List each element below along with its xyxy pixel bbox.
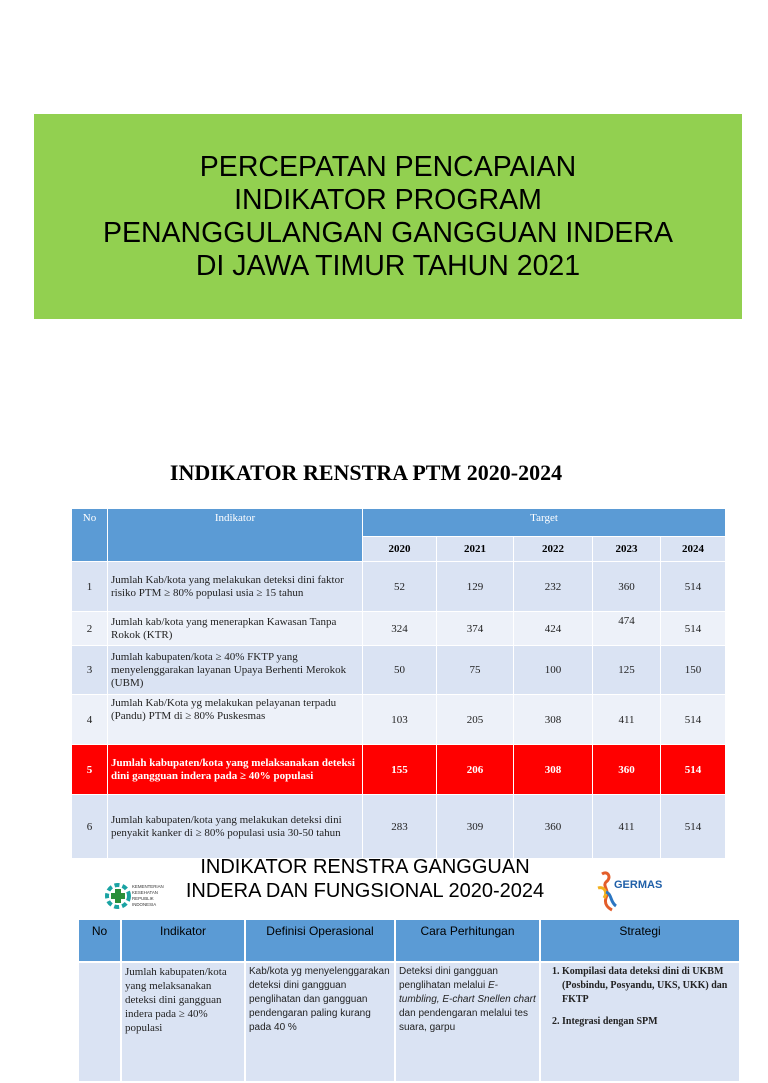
renstra-ptm-title: INDIKATOR RENSTRA PTM 2020-2024 — [169, 460, 563, 485]
germas-logo-text: GERMAS — [614, 879, 663, 891]
table-row — [78, 962, 740, 1082]
header-indikator: Indikator — [108, 509, 363, 562]
kemenkes-logo-text: KESEHATAN — [132, 890, 158, 895]
row-no: 4 — [72, 695, 108, 745]
row-value: 205 — [437, 695, 514, 745]
row-indikator: Jumlah Kab/Kota yg melakukan pelayanan terpadu (Pandu) PTM di ≥ 80% Puskesmas — [108, 695, 363, 745]
kemenkes-logo-text: INDONESIA — [132, 902, 157, 907]
row-no: 6 — [72, 795, 108, 859]
header-year: 2024 — [661, 537, 726, 562]
row-value: 232 — [514, 562, 593, 612]
row-indikator: Jumlah kabupaten/kota yang melakukan deteksi dini penyakit kanker di ≥ 80% populasi usia 30-50 tahun — [108, 795, 363, 859]
row-value: 309 — [437, 795, 514, 859]
row-value: 129 — [437, 562, 514, 612]
row-no: 1 — [72, 562, 108, 612]
kemenkes-logo-icon — [104, 876, 166, 916]
col-indikator: Indikator — [121, 919, 245, 962]
header-year: 2021 — [437, 537, 514, 562]
row-value: 514 — [661, 695, 726, 745]
cara-text: Deteksi dini gangguan penglihatan melalui — [399, 966, 498, 991]
cara-text-italic: E-tumbling, E-chart Snellen chart — [399, 980, 536, 1005]
row-value: 206 — [437, 745, 514, 795]
row-value: 514 — [661, 745, 726, 795]
row-indikator: Jumlah kabupaten/kota yang melaksanakan deteksi dini gangguan indera pada ≥ 40% populasi — [121, 962, 245, 1082]
row-value: 514 — [661, 562, 726, 612]
title-banner — [34, 114, 742, 319]
row-value: 150 — [661, 646, 726, 695]
renstra-ptm-table — [71, 508, 726, 859]
row-strategi — [540, 962, 740, 1082]
row-value: 411 — [593, 795, 661, 859]
table-row-highlighted — [72, 745, 726, 795]
row-indikator: Jumlah Kab/kota yang melakukan deteksi dini faktor risiko PTM ≥ 80% populasi usia ≥ 15 tahun — [108, 562, 363, 612]
row-value: 50 — [363, 646, 437, 695]
row-value: 514 — [661, 612, 726, 646]
banner-title — [103, 151, 673, 283]
header-target: Target — [363, 509, 726, 537]
second-slide — [0, 856, 768, 1034]
row-no: 2 — [72, 612, 108, 646]
banner-title-line: DI JAWA TIMUR TAHUN 2021 — [195, 249, 581, 282]
row-value: 411 — [593, 695, 661, 745]
row-value: 100 — [514, 646, 593, 695]
header-year: 2020 — [363, 537, 437, 562]
table-row — [72, 612, 726, 646]
kemenkes-logo-text: KEMENTERIAN — [132, 884, 164, 889]
row-value: 75 — [437, 646, 514, 695]
germas-logo — [594, 868, 663, 912]
row-value: 283 — [363, 795, 437, 859]
row-value: 474 — [593, 612, 661, 646]
table-row — [72, 795, 726, 859]
row-value: 103 — [363, 695, 437, 745]
header-year: 2023 — [593, 537, 661, 562]
row-no: 3 — [72, 646, 108, 695]
row-indikator: Jumlah kabupaten/kota yang melaksanakan deteksi dini gangguan indera pada ≥ 40% populasi — [108, 745, 363, 795]
row-definisi: Kab/kota yg menyelenggarakan deteksi dini gangguan penglihatan dan gangguan pendengaran paling kurang pada 40 % — [245, 962, 395, 1082]
banner-title-line: PERCEPATAN PENCAPAIAN — [199, 150, 577, 183]
row-value: 52 — [363, 562, 437, 612]
col-definisi: Definisi Operasional — [245, 919, 395, 962]
row-indikator: Jumlah kabupaten/kota ≥ 40% FKTP yang menyelenggarakan layanan Upaya Berhenti Merokok (UBM) — [108, 646, 363, 695]
row-no — [78, 962, 121, 1082]
row-value: 424 — [514, 612, 593, 646]
renstra-indera-table — [77, 918, 741, 1083]
header-year: 2022 — [514, 537, 593, 562]
row-no: 5 — [72, 745, 108, 795]
col-strategi: Strategi — [540, 919, 740, 962]
cara-text: dan pendengaran melalui tes suara, garpu — [399, 1008, 528, 1033]
banner-title-line: PENANGGULANGAN GANGGUAN INDERA — [102, 216, 674, 249]
row-value: 155 — [363, 745, 437, 795]
row-indikator: Jumlah kab/kota yang menerapkan Kawasan Tanpa Rokok (KTR) — [108, 612, 363, 646]
renstra-indera-title: INDIKATOR RENSTRA GANGGUAN INDERA DAN FUNGSIONAL 2020-2024 — [185, 856, 545, 902]
germas-logo-icon — [594, 868, 663, 912]
row-value: 324 — [363, 612, 437, 646]
row-value: 125 — [593, 646, 661, 695]
row-value: 374 — [437, 612, 514, 646]
row-value: 308 — [514, 695, 593, 745]
row-value: 308 — [514, 745, 593, 795]
table-row — [72, 695, 726, 745]
row-cara — [395, 962, 540, 1082]
header-no: No — [72, 509, 108, 562]
row-value: 360 — [514, 795, 593, 859]
table-row — [72, 646, 726, 695]
strategi-item: 1. Kompilasi data deteksi dini di UKBM (Posbindu, Posyandu, UKS, UKK) dan FKTP — [562, 965, 736, 1007]
banner-title-line: INDIKATOR PROGRAM — [234, 183, 542, 216]
kemenkes-logo-text: REPUBLIK — [132, 896, 154, 901]
kemenkes-logo — [104, 876, 166, 916]
table-row — [72, 562, 726, 612]
col-cara: Cara Perhitungan — [395, 919, 540, 962]
row-value: 514 — [661, 795, 726, 859]
col-no: No — [78, 919, 121, 962]
strategi-item: 2. Integrasi dengan SPM — [562, 1015, 736, 1029]
row-value: 360 — [593, 562, 661, 612]
row-value: 360 — [593, 745, 661, 795]
